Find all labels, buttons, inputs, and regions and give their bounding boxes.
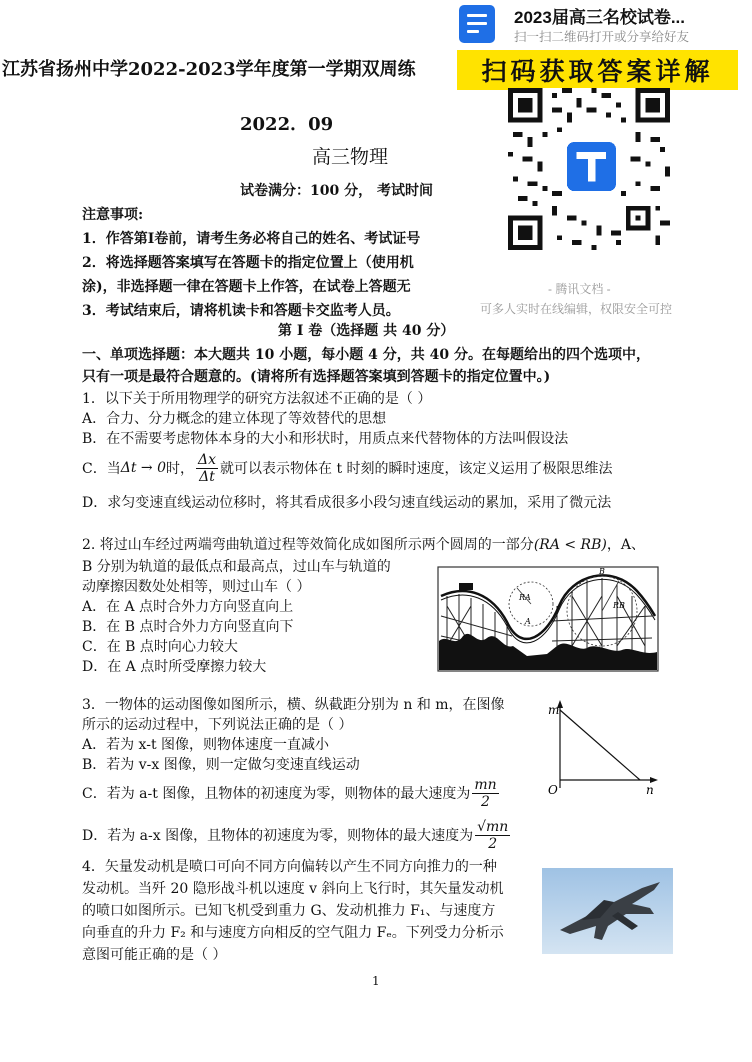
label-a: A [525, 617, 531, 626]
section-one-instructions: 只有一项是最符合题意的。(请将所有选择题答案填到答题卡的指定位置中。) [82, 369, 551, 385]
section-one-instructions: 一、单项选择题：本大题共 10 小题，每小题 4 分，共 40 分。在每题给出的四个选项中， [82, 347, 650, 363]
question-3-option-b: B．若为 v-x 图像，则一定做匀变速直线运动 [82, 757, 360, 773]
subject-title: 高三物理 [312, 146, 389, 168]
score-line: 试卷满分：100 分， 考试时间 [240, 183, 433, 199]
notice-heading: 注意事项: [82, 207, 144, 223]
question-2-stem: 动摩擦因数处处相等，则过山车（ ） [82, 579, 311, 595]
qr-caption: 可多人实时在线编辑，权限安全可控 [480, 302, 673, 316]
question-4-stem: 向垂直的升力 F₂ 和与速度方向相反的空气阻力 Fₑ。下列受力分析示 [82, 925, 504, 941]
label-b: B [599, 567, 605, 576]
roller-coaster-figure [437, 566, 659, 672]
qr-caption: - 腾讯文档 - [548, 282, 611, 296]
question-2-stem: B 分别为轨道的最低点和最高点，过山车与轨道的 [82, 559, 391, 575]
qr-code[interactable] [508, 88, 670, 250]
question-3-stem: 3．一物体的运动图像如图所示，横、纵截距分别为 n 和 m，在图像 [82, 697, 505, 713]
banner-subtitle: 扫一扫二维码打开或分享给好友 [514, 30, 690, 44]
question-3-option-c: C．若为 a-t 图像，且物体的初速度为零，则物体的最大速度为 $\frac{mn}{2}$ [82, 776, 497, 810]
question-1-option-b: B．在不需要考虑物体本身的大小和形状时，用质点来代替物体的方法叫假设法 [82, 431, 569, 447]
notice-item: 2．将选择题答案填写在答题卡的指定位置上（使用机 [82, 255, 414, 271]
fraction: $\frac{\Delta x}{\Delta t}$ [198, 451, 217, 485]
answer-cta[interactable]: 扫码获取答案详解 [457, 50, 738, 90]
school-title: 江苏省扬州中学2022-2023学年度第一学期双周练 [2, 59, 416, 80]
question-1-stem: 1．以下关于所用物理学的研究方法叙述不正确的是（ ） [82, 391, 432, 407]
label-ra: RA [519, 593, 531, 602]
question-1-option-a: A．合力、分力概念的建立体现了等效替代的思想 [82, 411, 387, 427]
notice-item: 1．作答第Ⅰ卷前，请考生务必将自己的姓名、考试证号 [82, 231, 421, 247]
exam-date: 2022．09 [240, 114, 334, 135]
motion-graph [542, 698, 662, 798]
question-3-option-a: A．若为 x-t 图像，则物体速度一直减小 [82, 737, 330, 753]
question-2-option-d: D．在 A 点时所受摩擦力较大 [82, 659, 267, 675]
question-4-stem: 发动机。当歼 20 隐形战斗机以速度 v 斜向上飞行时，其矢量发动机 [82, 881, 504, 897]
question-3-option-d: D．若为 a-x 图像，且物体的初速度为零，则物体的最大速度为 $\frac{√mn}{2}$ [82, 818, 509, 852]
label-rb: RB [613, 601, 625, 610]
question-3-stem: 所示的运动过程中，下列说法正确的是（ ） [82, 717, 353, 733]
graph-origin-label: O [548, 783, 558, 797]
page-number: 1 [372, 974, 380, 988]
question-4-stem: 的喷口如图所示。已知飞机受到重力 G、发动机推力 F₁、与速度方 [82, 903, 496, 919]
question-2-option-b: B．在 B 点时合外力方向竖直向下 [82, 619, 294, 635]
notice-item: 3．考试结束后，请将机读卡和答题卡交监考人员。 [82, 303, 400, 319]
question-2-option-c: C．在 B 点时向心力较大 [82, 639, 238, 655]
notice-item: 涂)，非选择题一律在答题卡上作答，在试卷上答题无 [82, 279, 411, 295]
fraction: $\frac{√mn}{2}$ [477, 818, 509, 852]
fighter-jet-photo [542, 868, 673, 954]
banner-title[interactable]: 2023届高三名校试卷... [514, 8, 685, 27]
graph-y-label: m [548, 703, 560, 717]
question-4-stem: 意图可能正确的是（ ） [82, 947, 227, 963]
graph-x-label: n [646, 783, 654, 797]
question-2-stem: 2. 将过山车经过两端弯曲轨道过程等效简化成如图所示两个圆周的一部分(RA < RB)，A、 [82, 537, 645, 553]
question-1-option-c: C．当 Δt → 0 时， $\frac{\Delta x}{\Delta t}$ 就可以表示物体在 t 时刻的瞬时速度，该定义运用了极限思维法 [82, 451, 613, 485]
question-1-option-d: D．求匀变速直线运动位移时，将其看成很多小段匀速直线运动的累加，采用了微元法 [82, 495, 612, 511]
question-4-stem: 4．矢量发动机是喷口可向不同方向偏转以产生不同方向推力的一种 [82, 859, 497, 875]
tencent-docs-icon [459, 5, 495, 43]
part-one-heading: 第 I 卷（选择题 共 40 分） [278, 323, 455, 339]
question-2-option-a: A．在 A 点时合外力方向竖直向上 [82, 599, 294, 615]
fraction: $\frac{mn}{2}$ [474, 776, 497, 810]
